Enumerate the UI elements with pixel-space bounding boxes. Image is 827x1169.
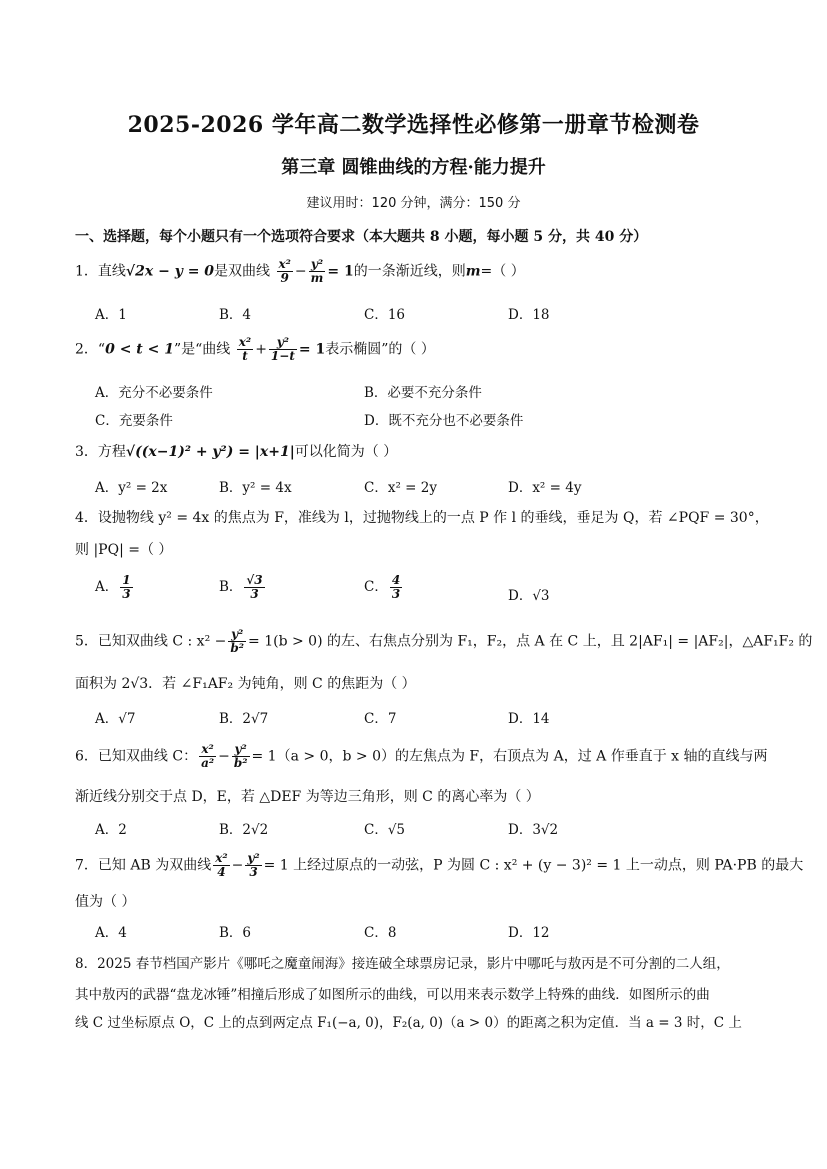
time-score-info: 建议用时：120 分钟，满分：150 分 — [306, 196, 521, 211]
q5-option-c: C．7 — [364, 711, 397, 727]
q1-option-d: D．18 — [508, 307, 550, 323]
q2-option-b: B．必要不充分条件 — [364, 385, 482, 401]
question-4-line-2: 则 |PQ| =（ ） — [75, 542, 173, 558]
q1-frac-y: $\frac{\text{y²}}{m}$ — [310, 257, 324, 285]
q6-option-b: B．2√2 — [219, 822, 269, 838]
q2-text: ”是“曲线 — [173, 341, 231, 358]
question-4-line-1: 4．设抛物线 y² = 4x 的焦点为 F，准线为 l，过抛物线上的一点 P 作 l 的垂线，垂足为 Q，若 ∠PQF = 30°， — [75, 510, 769, 526]
q2-option-a: A．充分不必要条件 — [95, 385, 213, 401]
q2-text: 表示椭圆”的（ ） — [325, 341, 435, 358]
q3-option-c: C．x² = 2y — [364, 480, 437, 496]
q6-text: 6．已知双曲线 C： — [75, 748, 198, 765]
question-6-line-2: 渐近线分别交于点 D，E，若 △DEF 为等边三角形，则 C 的离心率为（ ） — [75, 789, 540, 805]
question-7-line-2: 值为（ ） — [75, 894, 136, 910]
page-title: 2025-2026 学年高二数学选择性必修第一册章节检测卷 — [127, 112, 700, 138]
q7-option-a: A．4 — [95, 925, 127, 941]
q1-text: 是双曲线 — [214, 263, 271, 280]
q4-option-b — [219, 574, 267, 601]
q1-frac-x: $\frac{\text{x²}}{9}$ — [278, 257, 291, 285]
question-8-line-1: 8．2025 春节档国产影片《哪吒之魔童闹海》接连破全球票房记录，影片中哪吒与敖丙是不可分割的二人组， — [75, 956, 730, 972]
q6-frac-y: $\frac{\text{y²}}{\text{b²}}$ — [233, 742, 248, 770]
question-1: 1．直线√2x − y = 0是双曲线 $\frac{\text{x²}}{9}$ − $\frac{\text{y²}}{m}$ = 1的一条渐近线，则m=（ ） — [75, 257, 525, 285]
q5-option-a: A．√7 — [95, 711, 136, 727]
q6-option-d: D．3√2 — [508, 822, 559, 838]
q3-equation: √((x−1)² + y²) = |x+1| — [125, 444, 295, 460]
q5-text: = 1(b > 0) 的左、右焦点分别为 F₁，F₂，点 A 在 C 上，且 2|AF₁| = |AF₂|，△AF₁F₂ 的 — [248, 633, 813, 650]
q3-option-d: D．x² = 4y — [508, 480, 582, 496]
q6-option-a: A．2 — [95, 822, 127, 838]
q3-option-a: A．y² = 2x — [95, 480, 168, 496]
chapter-subtitle: 第三章 圆锥曲线的方程·能力提升 — [281, 157, 546, 178]
q7-frac-x: $\frac{\text{x²}}{4}$ — [215, 851, 228, 879]
q7-option-c: C．8 — [364, 925, 397, 941]
q6-option-c: C．√5 — [364, 822, 406, 838]
q1-option-c: C．16 — [364, 307, 406, 323]
q1-line-equation: √2x − y = 0 — [125, 263, 215, 280]
q5-frac: $\frac{\text{y²}}{\text{b²}}$ — [230, 627, 245, 655]
q3-text: 可以化简为（ ） — [294, 444, 398, 460]
q4-option-a — [95, 574, 135, 601]
q4-option-d: D．√3 — [508, 588, 550, 604]
q4-option-label: B． — [219, 579, 243, 595]
q7-text: 7．已知 AB 为双曲线 — [75, 857, 212, 874]
q1-option-b: B．4 — [219, 307, 252, 323]
q2-option-d: D．既不充分也不必要条件 — [364, 413, 524, 429]
section-heading: 一、选择题，每个小题只有一个选项符合要求（本大题共 8 小题，每小题 5 分，共 40 分） — [75, 229, 648, 245]
q7-frac-y: $\frac{\text{y²}}{3}$ — [247, 851, 260, 879]
q4-frac: $\frac{√3}{3}$ — [246, 573, 263, 601]
q6-text: = 1（a > 0，b > 0）的左焦点为 F，右顶点为 A，过 A 作垂直于 x 轴的直线与两 — [251, 748, 768, 765]
question-2: 2．“0 < t < 1”是“曲线 $\frac{\text{x²}}{t}$ + $\frac{\text{y²}}{1-t}$ = 1表示椭圆”的（ ） — [75, 335, 435, 363]
q4-frac: $\frac{1}{3}$ — [122, 573, 131, 601]
q5-text: 5．已知双曲线 C : x² − — [75, 633, 227, 650]
q5-option-d: D．14 — [508, 711, 550, 727]
q7-text: = 1 上经过原点的一动弦，P 为圆 C : x² + (y − 3)² = 1 上一动点，则 PA·PB 的最大 — [263, 857, 804, 874]
q7-option-d: D．12 — [508, 925, 550, 941]
q2-condition: 0 < t < 1 — [105, 341, 174, 358]
q6-frac-x: $\frac{\text{x²}}{\text{a²}}$ — [201, 742, 215, 770]
question-8-line-2: 其中敖丙的武器“盘龙冰锤”相撞后形成了如图所示的曲线，可以用来表示数学上特殊的曲线．如图所示的曲 — [75, 987, 710, 1003]
q4-option-c — [364, 574, 404, 601]
q1-option-a: A．1 — [95, 307, 127, 323]
q4-option-label: C． — [364, 579, 388, 595]
q2-option-c: C．充要条件 — [95, 413, 173, 429]
question-6-line-1: 6．已知双曲线 C： $\frac{\text{x²}}{\text{a²}}$ − $\frac{\text{y²}}{\text{b²}}$ = 1（a > 0，b > 0）的左焦点为 F，右顶点为 A，过 A 作垂直于 x 轴的直线与两 — [75, 742, 768, 770]
q7-option-b: B．6 — [219, 925, 252, 941]
q2-frac-x: $\frac{\text{x²}}{t}$ — [238, 335, 252, 363]
question-8-line-3: 线 C 过坐标原点 O，C 上的点到两定点 F₁(−a, 0)，F₂(a, 0)（a > 0）的距离之积为定值．当 a = 3 时，C 上 — [75, 1015, 742, 1031]
q4-option-label: A． — [95, 579, 119, 595]
q1-var: m — [465, 263, 481, 280]
question-5-line-1 — [75, 628, 812, 655]
q1-text: 的一条渐近线，则 — [353, 263, 466, 280]
q3-option-b: B．y² = 4x — [219, 480, 292, 496]
question-3 — [75, 441, 397, 461]
question-7-line-1: 7．已知 AB 为双曲线 $\frac{\text{x²}}{4}$ − $\frac{\text{y²}}{3}$ = 1 上经过原点的一动弦，P 为圆 C : x² + (y − 3)² = 1 上一动点，则 PA·PB 的最大 — [75, 851, 804, 879]
question-5-line-2: 面积为 2√3．若 ∠F₁AF₂ 为钝角，则 C 的焦距为（ ） — [75, 676, 416, 692]
q1-text: =（ ） — [480, 263, 525, 280]
q2-frac-y: $\frac{\text{y²}}{1-t}$ — [270, 335, 295, 363]
q1-text: 1．直线 — [75, 263, 126, 280]
q4-frac: $\frac{4}{3}$ — [391, 573, 401, 601]
q3-text: 3．方程 — [75, 444, 126, 460]
q2-text: 2．“ — [75, 341, 106, 358]
q5-option-b: B．2√7 — [219, 711, 269, 727]
